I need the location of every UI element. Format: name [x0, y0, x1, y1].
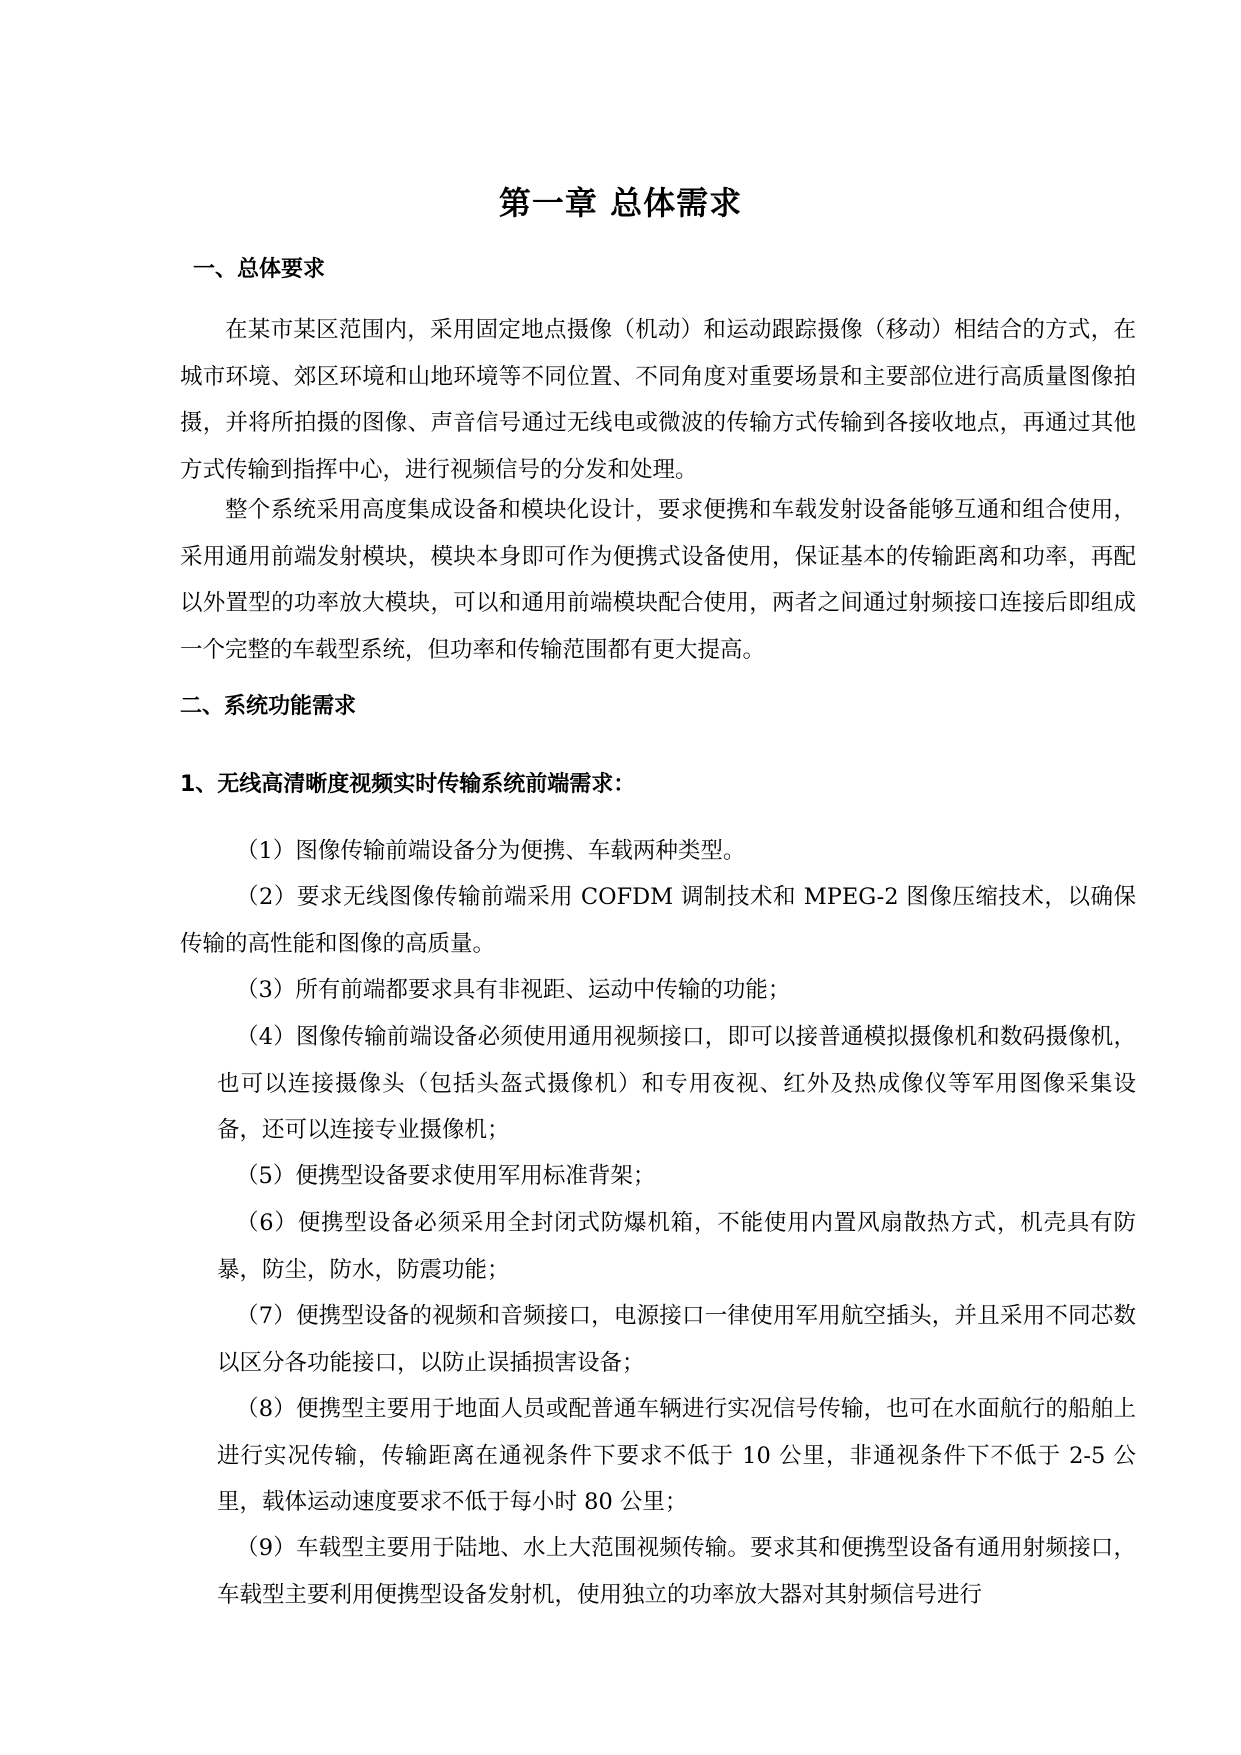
list-item: （2）要求无线图像传输前端采用 COFDM 调制技术和 MPEG-2 图像压缩技术，以确保传输的高性能和图像的高质量。 — [180, 884, 1136, 957]
list-item: （1）图像传输前端设备分为便携、车载两种类型。 — [236, 838, 746, 864]
list-item: （8）便携型主要用于地面人员或配普通车辆进行实况信号传输，也可在水面航行的船舶上进行实况传输，传输距离在通视条件下要求不低于 10 公里，非通视条件下不低于 2-5 公里，载体运动速度要求不低于每小时 80 公里； — [217, 1396, 1136, 1515]
list-item: （4）图像传输前端设备必须使用通用视频接口，即可以接普通模拟摄像机和数码摄像机，也可以连接摄像头（包括头盔式摄像机）和专用夜视、红外及热成像仪等军用图像采集设备，还可以连接专业摄像机； — [217, 1024, 1136, 1143]
list-item: （9）车载型主要用于陆地、水上大范围视频传输。要求其和便携型设备有通用射频接口，车载型主要利用便携型设备发射机，使用独立的功率放大器对其射频信号进行 — [217, 1535, 1136, 1608]
paragraph-general-2: 整个系统采用高度集成设备和模块化设计，要求便携和车载发射设备能够互通和组合使用，采用通用前端发射模块，模块本身即可作为便携式设备使用，保证基本的传输距离和功率，再配以外置型的功率放大模块，可以和通用前端模块配合使用，两者之间通过射频接口连接后即组成一个完整的车载型系统，但功率和传输范围都有更大提高。 — [180, 497, 1136, 663]
subsection-heading-frontend: 1、无线高清晰度视频实时传输系统前端需求： — [180, 772, 636, 797]
section-heading-general: 一、总体要求 — [193, 257, 326, 282]
list-item: （5）便携型设备要求使用军用标准背架； — [236, 1163, 656, 1189]
section-heading-functions: 二、系统功能需求 — [180, 694, 357, 719]
list-item: （3）所有前端都要求具有非视距、运动中传输的功能； — [236, 977, 791, 1003]
list-item: （6）便携型设备必须采用全封闭式防爆机箱，不能使用内置风扇散热方式，机壳具有防暴，防尘，防水，防震功能； — [217, 1210, 1136, 1283]
paragraph-general-1: 在某市某区范围内，采用固定地点摄像（机动）和运动跟踪摄像（移动）相结合的方式，在城市环境、郊区环境和山地环境等不同位置、不同角度对重要场景和主要部位进行高质量图像拍摄，并将所拍摄的图像、声音信号通过无线电或微波的传输方式传输到各接收地点，再通过其他方式传输到指挥中心，进行视频信号的分发和处理。 — [180, 317, 1136, 483]
chapter-title: 第一章 总体需求 — [498, 184, 743, 222]
list-item: （7）便携型设备的视频和音频接口，电源接口一律使用军用航空插头，并且采用不同芯数以区分各功能接口，以防止误插损害设备； — [217, 1303, 1136, 1376]
